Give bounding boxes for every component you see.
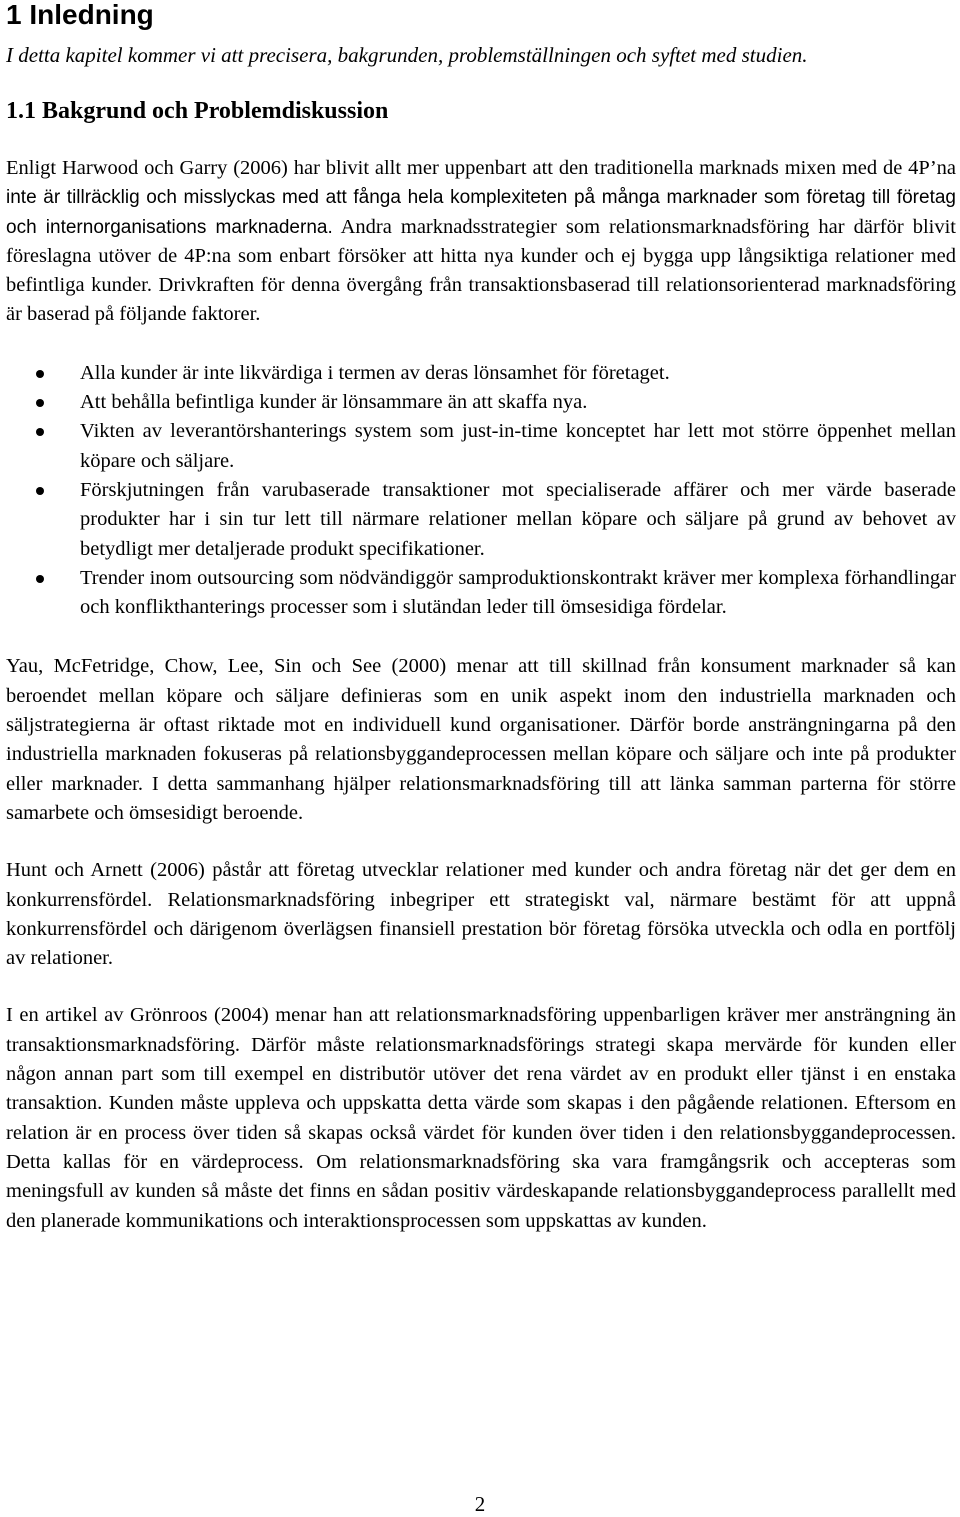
paragraph-text: Andra marknadsstrategier som relationsmarknadsföring har därför blivit föreslagna utöver de 4P:na som enbart försöker att hitta nya kunder och ej bygga upp långsiktiga relationer med befintliga kunder. Drivkraften för denna övergång från transaktionsbaserad till relationsorienterad marknadsföring är baserad på följande faktorer. <box>6 215 956 326</box>
list-item <box>6 564 956 623</box>
list-item-text: Förskjutningen från varubaserade transaktioner mot specialiserade affärer och mer värde baserade produkter har i sin tur lett till närmare relationer mellan köpare och säljare på grund av behovet av betydligt mer detaljerade produkt specifikationer. <box>80 478 956 560</box>
bullet-icon <box>36 399 44 407</box>
list-item <box>6 359 956 388</box>
paragraph-hunt: Hunt och Arnett (2006) påstår att företag utvecklar relationer med kunder och andra företag när det ger dem en konkurrensfördel. Relationsmarknadsföring inbegriper ett strategiskt val, närmare bestämt för att uppnå konkurrensfördel och därigenom överlägsen finansiell prestation bör företag försöka utveckla och odla en portfölj av relationer. <box>6 859 956 970</box>
page-number: 2 <box>474 1492 486 1516</box>
paragraph-text-sans: inte är tillräcklig och misslyckas med att fånga hela komplexiteten på många marknader som företag till företag och internorganisations marknaderna. <box>6 187 956 238</box>
chapter-heading: 1 Inledning <box>6 0 154 30</box>
list-item-text: Att behålla befintliga kunder är lönsammare än att skaffa nya. <box>80 391 588 414</box>
list-item-text: Trender inom outsourcing som nödvändiggör samproduktionskontrakt kräver mer komplexa förhandlingar och konflikthanterings processer som i slutändan leder till ömsesidiga fördelar. <box>80 566 956 619</box>
bullet-icon <box>36 575 44 583</box>
list-item <box>6 417 956 476</box>
paragraph-gronroos: I en artikel av Grönroos (2004) menar han att relationsmarknadsföring uppenbarligen kräver mer ansträngning än transaktionsmarknadsföring. Därför måste relationsmarknadsförings strategi skapa mervärde för kunden eller någon annan part som till exempel en distributör utöver det rena värdet av en produkt eller tjänst i en enstaka transaktion. Kunden måste uppleva och uppskatta detta värde som skapas i den pågående relationen. Eftersom en relation är en process över tiden så skapas också värdet för kunden över tiden i den relationsbyggandeprocessen. Detta kallas för en värdeprocess. Om relationsmarknadsföring ska vara framgångsrik och accepteras som meningsfull av kunden så måste det finns en sådan positiv värdeskapande relationsbyggandeprocess parallellt med den planerade kommunikations och interaktionsprocessen som uppskattas av kunden. <box>6 1004 956 1232</box>
list-item-text: Vikten av leverantörshanterings system som just-in-time konceptet har lett mot större öppenhet mellan köpare och säljare. <box>80 420 956 472</box>
chapter-intro: I detta kapitel kommer vi att precisera, bakgrunden, problemställningen och syftet med studien. <box>6 43 808 67</box>
document-page <box>6 0 956 1236</box>
paragraph-text: Enligt Harwood och Garry (2006) har blivit allt mer uppenbart att den traditionella marknads mixen med de 4P’na <box>6 157 956 179</box>
list-item <box>6 388 956 417</box>
bullet-icon <box>36 428 44 436</box>
list-item <box>6 476 956 564</box>
bullet-icon <box>36 487 44 495</box>
bullet-icon <box>36 370 44 378</box>
list-item-text: Alla kunder är inte likvärdiga i termen av deras lönsamhet för företaget. <box>80 361 670 384</box>
section-heading: 1.1 Bakgrund och Problemdiskussion <box>6 98 389 124</box>
factor-list <box>6 359 956 623</box>
paragraph-background <box>6 154 956 330</box>
paragraph-yau: Yau, McFetridge, Chow, Lee, Sin och See (2000) menar att till skillnad från konsument marknader så kan beroendet mellan köpare och säljare definieras som en unik aspekt inom den industriella marknaden och säljstrategierna är oftast riktade mot en individuell kund organisationer. Därför borde ansträngningarna på den industriella marknaden fokuseras på relationsbyggandeprocessen mellan köpare och säljare och inte på produkter eller marknader. I detta sammanhang hjälper relationsmarknadsföring till att länka samman parterna för större samarbete och ömsesidigt beroende. <box>6 655 956 824</box>
